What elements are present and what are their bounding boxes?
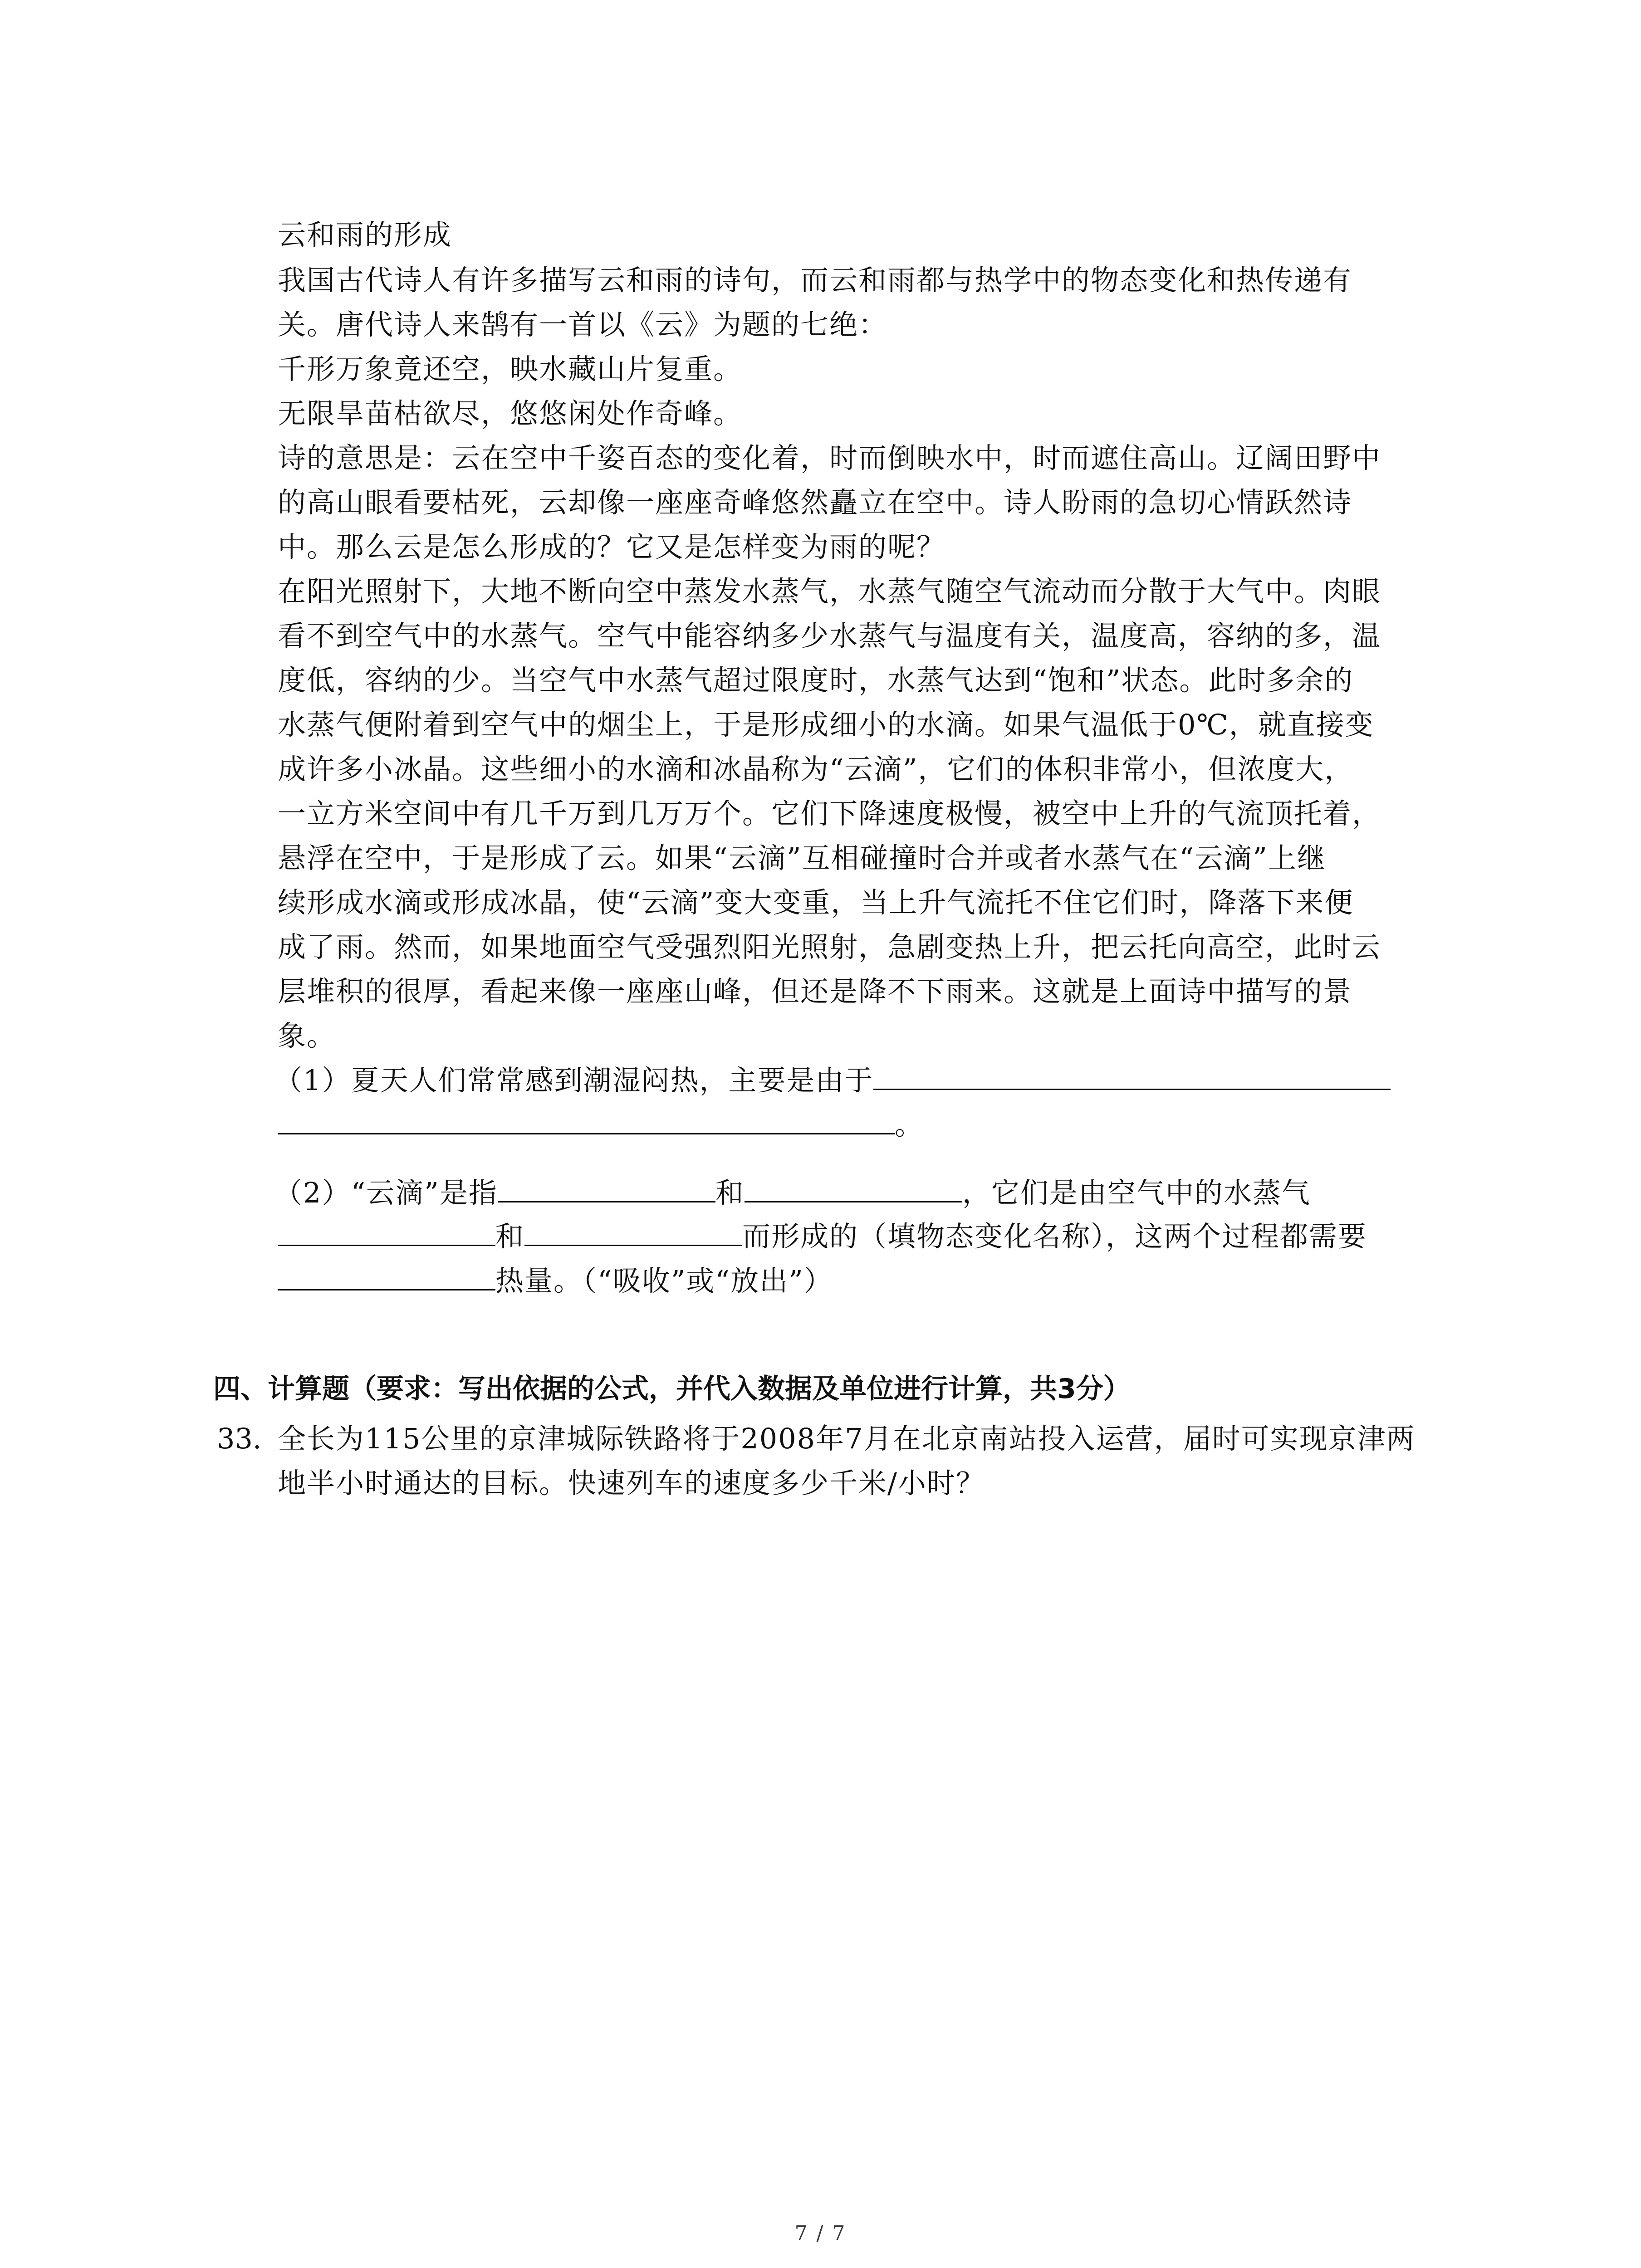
answer-blank[interactable] (873, 1063, 1391, 1090)
answer-blank[interactable] (278, 1108, 895, 1134)
paragraph-line: 成了雨。然而，如果地面空气受强烈阳光照射，急剧变热上升，把云托向高空，此时云 (278, 930, 1381, 963)
question-1-continued (278, 1107, 924, 1143)
paragraph-line: 看不到空气中的水蒸气。空气中能容纳多少水蒸气与温度有关，温度高，容纳的多，温 (278, 619, 1381, 652)
answer-blank[interactable] (278, 1264, 495, 1290)
paragraph-line: 一立方米空间中有几千万到几万万个。它们下降速度极慢，被空中上升的气流顶托着， (278, 797, 1381, 830)
paragraph-line: 度低，容纳的少。当空气中水蒸气超过限度时，水蒸气达到“饱和”状态。此时多余的 (278, 664, 1354, 697)
poem-line: 千形万象竟还空，映水藏山片复重。 (278, 352, 743, 386)
paragraph-line: 层堆积的很厚，看起来像一座座山峰，但还是降不下雨来。这就是上面诗中描写的景 (278, 975, 1352, 1008)
paragraph-line: 诗的意思是：云在空中千姿百态的变化着，时而倒映水中，时而遮住高山。辽阔田野中 (278, 441, 1381, 474)
paragraph-line: 的高山眼看要枯死，云却像一座座奇峰悠然矗立在空中。诗人盼雨的急切心情跃然诗 (278, 486, 1352, 519)
question-2-text-d: 和 (495, 1220, 525, 1253)
question-1 (274, 1062, 1391, 1099)
paragraph-line: 中。那么云是怎么形成的？它又是怎样变为雨的呢？ (278, 530, 946, 563)
section-heading: 四、计算题（要求：写出依据的公式，并代入数据及单位进行计算，共3分） (213, 1373, 1131, 1405)
question-2-text-e: 而形成的（填物态变化名称），这两个过程都需要 (742, 1220, 1367, 1253)
question-2-text-b: 和 (715, 1176, 745, 1209)
paragraph-line: 我国古代诗人有许多描写云和雨的诗句，而云和雨都与热学中的物态变化和热传递有 (278, 264, 1352, 297)
question-33-line: 地半小时通达的目标。快速列车的速度多少千米/小时？ (278, 1466, 985, 1500)
question-2-line-2 (278, 1218, 1367, 1255)
paragraph-line: 关。唐代诗人来鹄有一首以《云》为题的七绝： (278, 308, 888, 341)
answer-blank[interactable] (524, 1219, 742, 1246)
answer-blank[interactable] (278, 1219, 495, 1246)
question-1-text: （1）夏天人们常常感到潮湿闷热，主要是由于 (274, 1064, 874, 1097)
answer-blank[interactable] (498, 1176, 715, 1202)
paragraph-line: 成许多小冰晶。这些细小的水滴和冰晶称为“云滴”，它们的体积非常小，但浓度大， (278, 753, 1354, 786)
question-33-line: 全长为115公里的京津城际铁路将于2008年7月在北京南站投入运营，届时可实现京津两 (278, 1422, 1416, 1455)
question-1-end: 。 (895, 1108, 924, 1141)
question-2-line-3 (278, 1263, 833, 1299)
paragraph-line: 水蒸气便附着到空气中的烟尘上，于是形成细小的水滴。如果气温低于0℃，就直接变 (278, 708, 1374, 741)
question-number: 33. (217, 1422, 262, 1455)
paragraph-line: 续形成水滴或形成冰晶，使“云滴”变大变重，当上升气流托不住它们时，降落下来便 (278, 886, 1354, 919)
question-2-text-c: ，它们是由空气中的水蒸气 (962, 1176, 1311, 1209)
poem-line: 无限旱苗枯欲尽，悠悠闲处作奇峰。 (278, 397, 743, 430)
answer-blank[interactable] (745, 1176, 962, 1202)
paragraph-line: 悬浮在空中，于是形成了云。如果“云滴”互相碰撞时合并或者水蒸气在“云滴”上继 (278, 841, 1326, 875)
page-number: 7 / 7 (794, 2222, 847, 2245)
question-2 (274, 1175, 1311, 1211)
paragraph-line: 在阳光照射下，大地不断向空中蒸发水蒸气，水蒸气随空气流动而分散于大气中。肉眼 (278, 575, 1381, 608)
article-title: 云和雨的形成 (278, 218, 452, 251)
question-2-text-a: （2）“云滴”是指 (274, 1176, 498, 1209)
paragraph-line: 象。 (278, 1019, 336, 1052)
question-2-text-f: 热量。（“吸收”或“放出”） (495, 1264, 833, 1297)
